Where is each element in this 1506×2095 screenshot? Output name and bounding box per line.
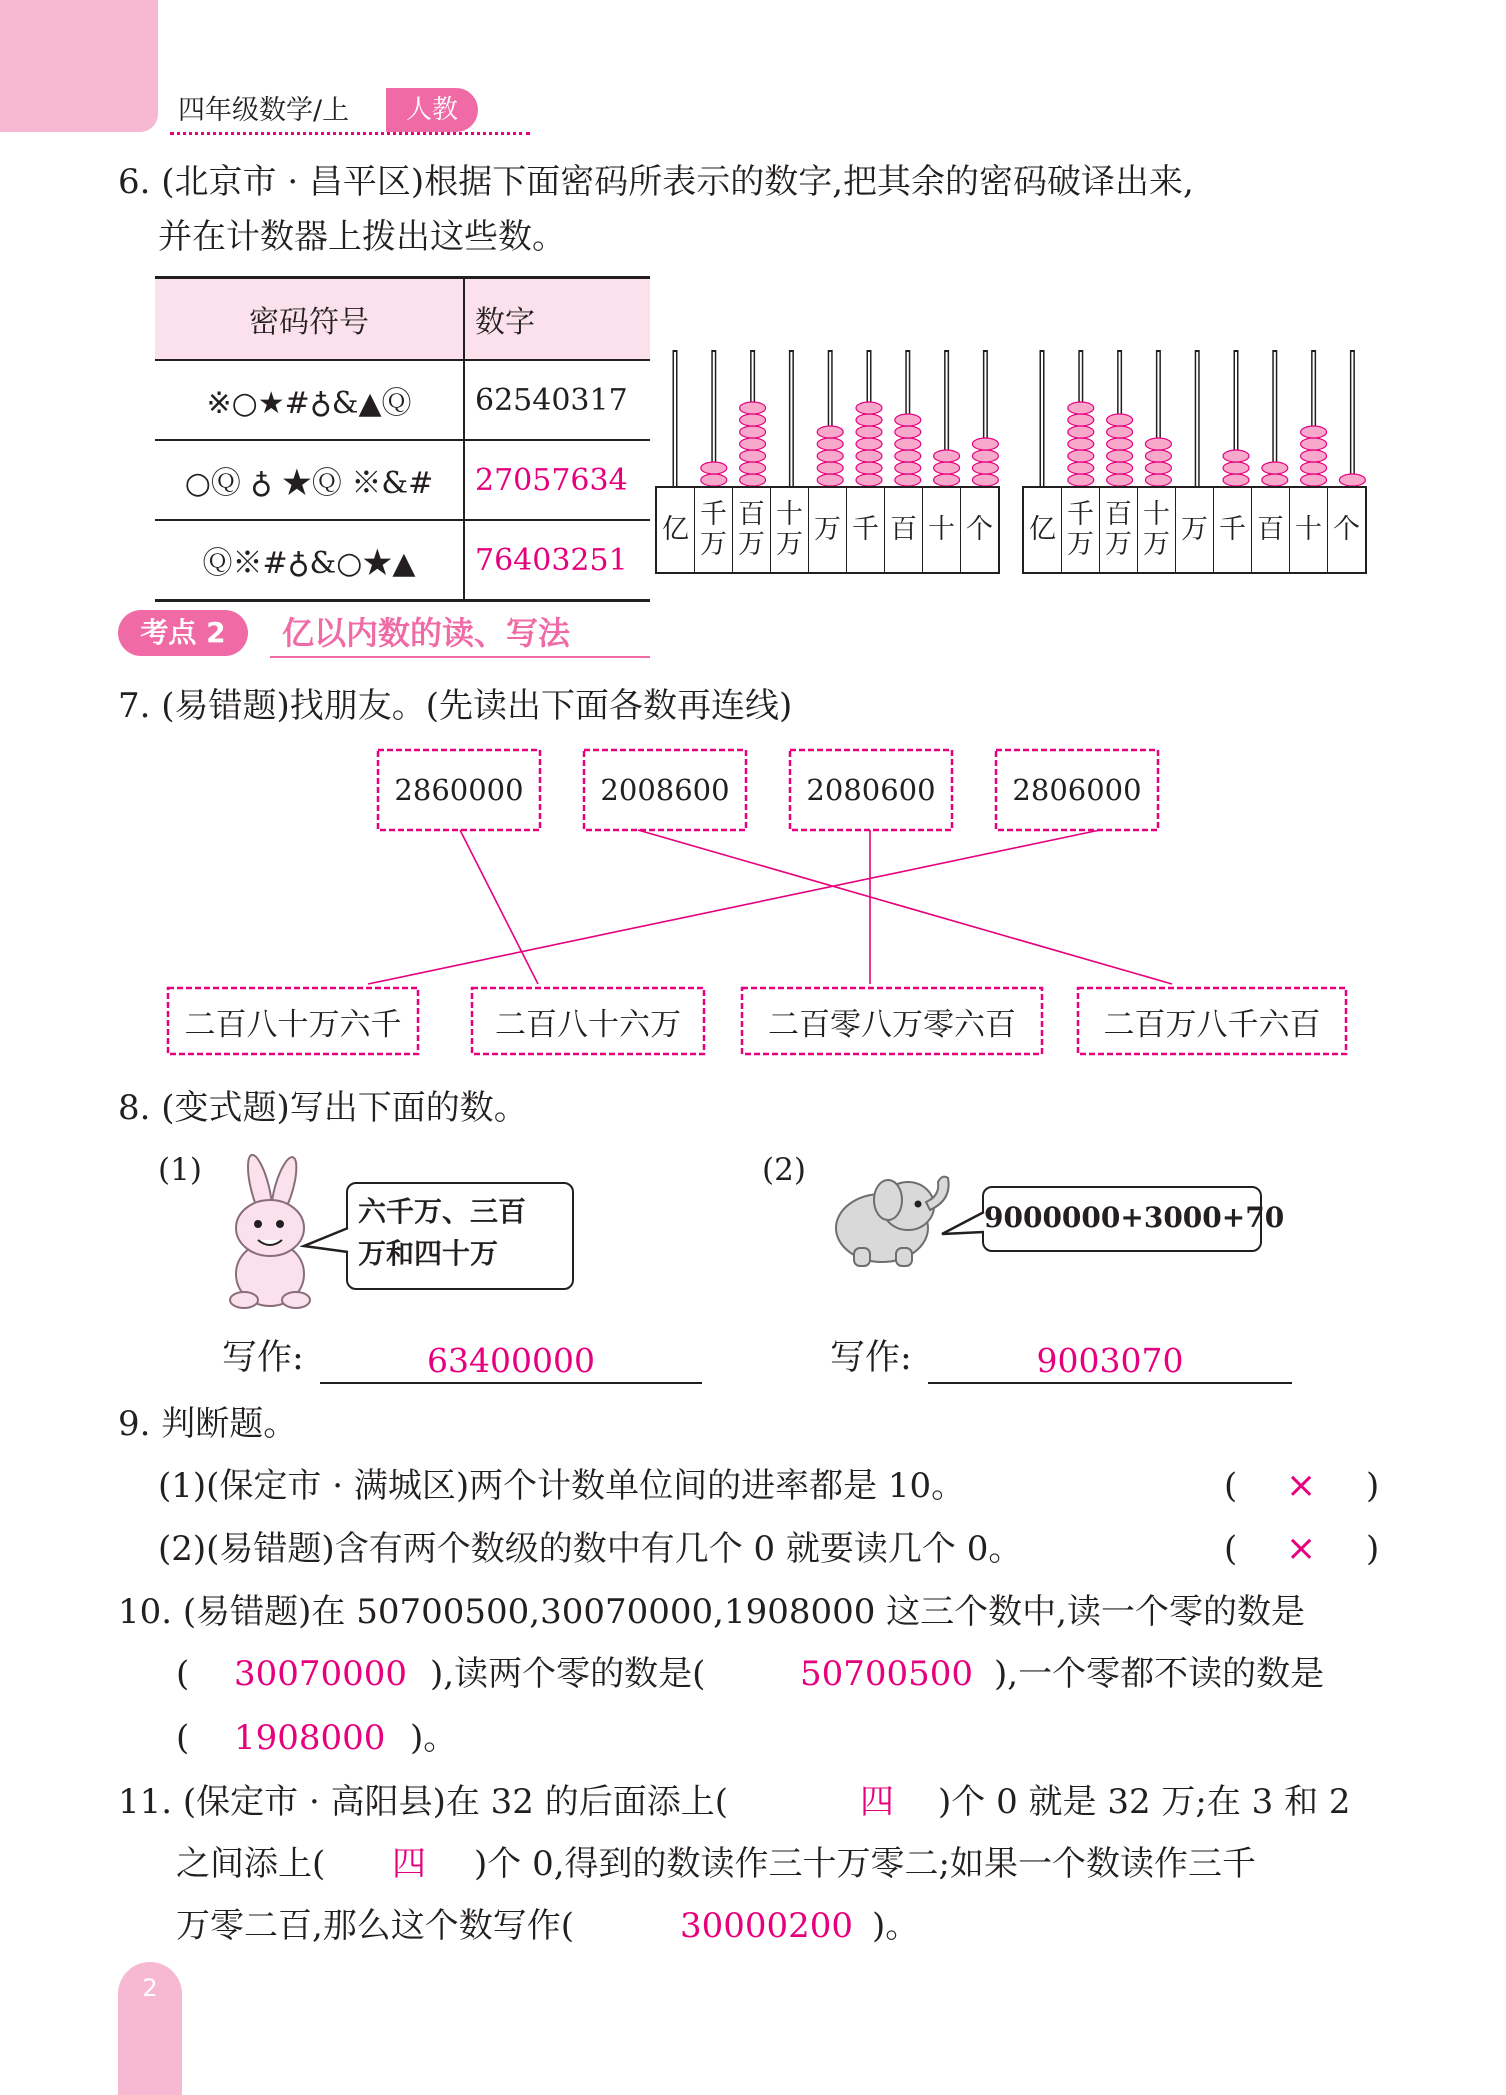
cipher-code: ○Ⓠ ♁ ★Ⓠ ※&#: [155, 440, 464, 520]
q11-text-line3a: 万零二百,那么这个数写作(: [176, 1906, 575, 1946]
ornamental-border: [164, 984, 422, 1058]
paren-open: (: [176, 1654, 190, 1694]
q8-p2-answer-blank[interactable]: [928, 1340, 1292, 1384]
word-box-label: 二百八十六万: [495, 1006, 681, 1043]
q7-text: 7. (易错题)找朋友。(先读出下面各数再连线): [118, 686, 793, 726]
abacus-place-label: 百: [1251, 488, 1289, 572]
q8-text: 8. (变式题)写出下面的数。: [118, 1088, 528, 1128]
number-box-label: 2806000: [1012, 773, 1142, 807]
q10-answer-2[interactable]: 50700500: [800, 1654, 974, 1694]
abacus-place-label: 千: [1213, 488, 1251, 572]
number-box-label: 2080600: [806, 773, 936, 807]
number-box-label: 2860000: [394, 773, 524, 807]
abacus-place-label: 百万: [732, 488, 770, 572]
cipher-answer: 76403251: [464, 520, 650, 601]
abacus-place-label: 千万: [694, 488, 732, 572]
q8-p2-answer: 9003070: [1036, 1341, 1184, 1380]
q9-answer-2[interactable]: ×: [1286, 1528, 1317, 1569]
cipher-number: 62540317: [464, 360, 650, 440]
q11-text-line1a: 11. (保定市 · 高阳县)在 32 的后面添上(: [118, 1782, 728, 1822]
ornamental-border: [468, 984, 708, 1058]
q9-statement-1: (1)(保定市 · 满城区)两个计数单位间的进率都是 10。: [158, 1466, 966, 1506]
number-box-label: 2008600: [600, 773, 730, 807]
cipher-answer: 27057634: [464, 440, 650, 520]
page-number: 2: [142, 1974, 158, 2002]
bubble-tail: [938, 1210, 986, 1240]
abacus-place-label: 十万: [770, 488, 808, 572]
abacus-place-label: 亿: [662, 514, 689, 545]
book-title: 四年级数学/上: [178, 95, 350, 126]
ornamental-border: [786, 746, 956, 834]
word-box[interactable]: [164, 984, 422, 1058]
word-box-label: 二百八十万六千: [184, 1006, 402, 1043]
abacus-place-label: 十: [922, 488, 960, 572]
table-header-number: 数字: [464, 278, 650, 361]
q8-part2-label: (2): [762, 1152, 806, 1188]
ornamental-border: [1074, 984, 1350, 1058]
q8-p1-answer: 63400000: [427, 1341, 595, 1380]
paren-close: )。: [410, 1718, 458, 1758]
bubble-tail: [300, 1226, 350, 1256]
q11-text-line3b: )。: [872, 1906, 920, 1946]
q11-text-line1b: )个 0 就是 32 万;在 3 和 2: [938, 1782, 1351, 1822]
connector-line: [460, 830, 538, 984]
number-box[interactable]: [786, 746, 956, 834]
word-box[interactable]: [738, 984, 1046, 1058]
abacus-place-label: 个: [1327, 488, 1365, 572]
abacus-place-label: 百万: [1099, 488, 1137, 572]
paren-close: ): [1366, 1466, 1380, 1506]
paren-open: (: [1224, 1466, 1238, 1506]
q9-text: 9. 判断题。: [118, 1404, 298, 1444]
q9-statement-2: (2)(易错题)含有两个数级的数中有几个 0 就要读几个 0。: [158, 1529, 1023, 1569]
speech-bubble: [346, 1182, 574, 1290]
footer-tab: [118, 1962, 182, 2095]
abacus-place-label: 十万: [1137, 488, 1175, 572]
edition-badge: 人教: [386, 88, 478, 132]
abacus-place-label: 万: [1175, 488, 1213, 572]
q11-answer-2[interactable]: 四: [392, 1844, 426, 1884]
q10-text-tail: ),一个零都不读的数是: [994, 1654, 1325, 1694]
ornamental-border: [580, 746, 750, 834]
number-box[interactable]: [374, 746, 544, 834]
abacus-place-label: 个: [960, 488, 998, 572]
number-box[interactable]: [992, 746, 1162, 834]
word-box[interactable]: [1074, 984, 1350, 1058]
ornamental-border: [374, 746, 544, 834]
q10-answer-3[interactable]: 1908000: [234, 1718, 386, 1758]
abacus-place-label: 千万: [1061, 488, 1099, 572]
abacus-place-label: 千: [846, 488, 884, 572]
abacus-place-label: 十: [1289, 488, 1327, 572]
q6-text-line1: 6. (北京市 · 昌平区)根据下面密码所表示的数字,把其余的密码破译出来,: [118, 162, 1194, 202]
q8-p1-write-label: 写作:: [222, 1338, 304, 1378]
q8-part1-label: (1): [158, 1152, 202, 1188]
bubble-text-line2: 万和四十万: [358, 1237, 499, 1270]
connector-line: [368, 830, 1100, 984]
section-title: 亿以内数的读、写法: [282, 614, 571, 652]
q11-text-line2b: )个 0,得到的数读作三十万零二;如果一个数读作三千: [474, 1844, 1256, 1884]
q8-p2-write-label: 写作:: [830, 1338, 912, 1378]
q10-answer-1[interactable]: 30070000: [234, 1654, 408, 1694]
paren-open: (: [176, 1718, 190, 1758]
q10-text-mid: ),读两个零的数是(: [430, 1654, 706, 1694]
q8-p1-answer-blank[interactable]: [320, 1340, 702, 1384]
ornamental-border: [992, 746, 1162, 834]
bubble-text: 9000000+3000+70: [984, 1201, 1285, 1234]
number-box[interactable]: [580, 746, 750, 834]
word-box[interactable]: [468, 984, 708, 1058]
q10-text-line1: 10. (易错题)在 50700500,30070000,1908000 这三个数中,读一个零的数是: [118, 1592, 1305, 1632]
section-tag: 考点 2: [118, 610, 248, 656]
cipher-code: Ⓠ※#♁&○★▲: [155, 520, 464, 601]
word-box-label: 二百万八千六百: [1103, 1006, 1321, 1043]
abacus-place-label: 百: [884, 488, 922, 572]
bubble-text-line1: 六千万、三百: [358, 1195, 527, 1228]
ornamental-border: [738, 984, 1046, 1058]
q11-answer-3[interactable]: 30000200: [680, 1906, 854, 1946]
paren-open: (: [1224, 1529, 1238, 1569]
q6-text-line2: 并在计数器上拨出这些数。: [158, 217, 566, 257]
cipher-code: ※○★#♁&▲Ⓠ: [155, 360, 464, 440]
paren-close: ): [1366, 1529, 1380, 1569]
abacus-place-label: 亿: [1029, 514, 1056, 545]
q11-text-line2a: 之间添上(: [176, 1844, 326, 1884]
abacus-place-label: 万: [808, 488, 846, 572]
word-box-label: 二百零八万零六百: [768, 1006, 1016, 1043]
speech-bubble: [982, 1186, 1285, 1252]
q9-answer-1[interactable]: ×: [1286, 1465, 1317, 1506]
connector-line: [638, 830, 1172, 984]
q11-answer-1[interactable]: 四: [860, 1782, 894, 1822]
table-header-code: 密码符号: [155, 278, 464, 361]
